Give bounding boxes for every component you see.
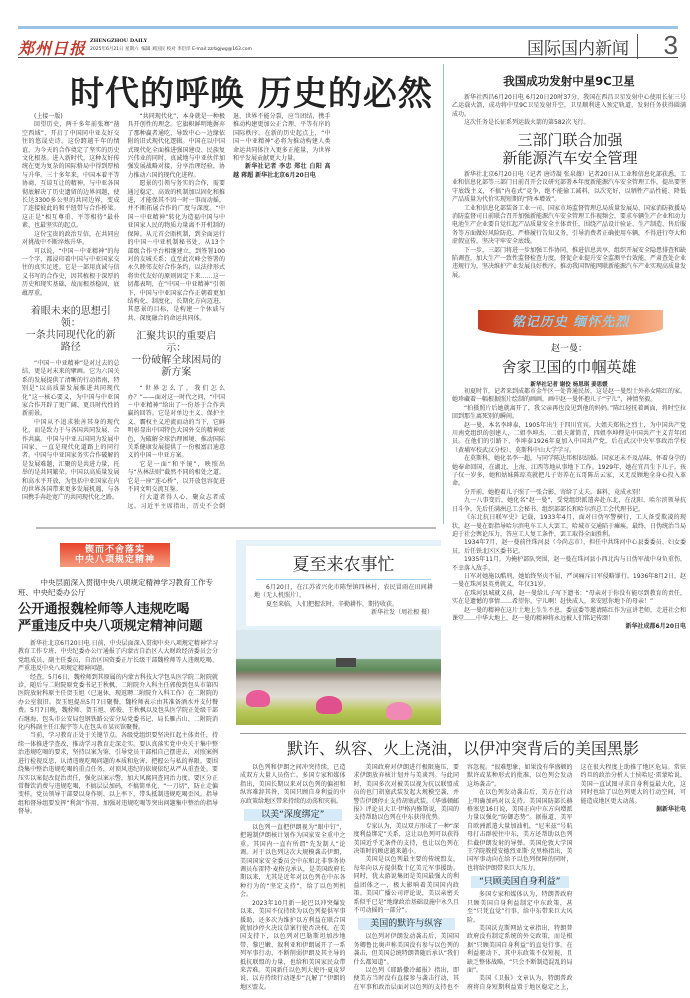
paragraph: 可以说，“中国－中亚精神”的每一个字，都浸印着中国与中亚国家交往的真实足迹。它是一部用真诚与信义书写的合作史，因其植根于深厚的历史和现实基础，故而根基稳固、底蕴厚重。 <box>22 247 120 297</box>
photo-headline: 夏至来农事忙 <box>292 555 395 575</box>
discipline-article-body <box>18 640 218 817</box>
top-rule <box>18 26 678 29</box>
paragraph: 当前，学习教育正处于关键节点。各级党组织要坚决扛起主体责任，持续一体推进学查改，推动学习教育走深走实。要认真落实党中央关于集中整治违规吃喝的要求，坚持以案为鉴，引导党员干部相自己摆进去，对照案例进行检视反思，认清违规吃喝问题的本质和危害，把握公与私的界限。要围绕集中整治违规吃喝的重点任务，对顶风违纪的依规依纪从严从重查处。要压实以案促改促治责任，强化以案示警，加大风腐同查同治力度。要区分正常餐饮消费与违规吃喝，不搞层层加码，不搞简单化、“一刀切”，防止走偏变样。党员领导干部要以身作则、以上率下，带头抵制违规吃喝歪风。指导组和督导组要发挥“利剑”作用，加强对违规吃喝等突出问题集中整治的指导督导。 <box>18 732 218 816</box>
satellite-article <box>452 73 686 128</box>
paragraph: 愿景的引领与务实的合作，需要通过稳定、高效的机制加以固化和推进，才能保其不因一时一事而动摇，并不断拓展合作的广度与深度。“中国－中亚精神”转化为造福中国与中亚国家人民的物质力量离不开机制的保障。从元首会晤机制，到全面运行的中国－中亚机制秘书处，从13个部级合作平台相继建立，到签署100对的友城关系；直至此次峰会签署的永久睦邻友好合作条约，以法律形式将世代友好的原则固定下来……这一切都表明，在“中国－中亚精神”引领下，中国与中亚国家合作正朝着更加结构化、制度化、长期化方向迈进，其愿景的目标，是构建一个休戚与共、深度融合的命运共同体。 <box>127 180 225 322</box>
history-headline: 舍家卫国的巾帼英雄 <box>501 358 637 376</box>
page-number: 3 <box>663 30 678 60</box>
paragraph: 以色列对伊朗发动袭击后，美国国务卿鲁比奥声称美国没有参与以色列的袭击，但美国总统特朗普随后承认“我们什么都知道”。 <box>353 933 459 966</box>
headline-line: 公开通报魏栓师等人违规吃喝 <box>18 602 190 617</box>
subhead-line: 汇聚共识的重要启示： <box>136 331 217 355</box>
headline-line: 三部门联合加强 <box>517 131 623 149</box>
us-subhead-3: “只顾美国自身利益” <box>471 876 569 888</box>
satellite-headline: 我国成功发射中星9C卫星 <box>503 74 635 88</box>
paragraph: 以色列和伊朗之间冲突持续，已造成双方大量人员伤亡。多国专家和媒体指出，美国长期以来对以色列的偏袒和纵容难辞其咎，美国只顾自身利益的中东政策给地区带来持续的动荡和灾祸。 <box>240 764 346 805</box>
lead-subhead-1 <box>22 306 120 354</box>
paragraph: 日军对她施以酷刑，她始终坚贞不屈，严词痛斥日军侵略罪行。1936年8月2日，赵一曼在珠河县英勇就义，年仅31岁。 <box>452 572 686 589</box>
paragraph: 美国是以色列最主要的传统盟友，每年向以方提供数十亿美元军事援助。同时，犹太游说集团是美国最强大的利益团体之一，极大影响着美国国内政策。美国广播公司评论说，美以亲密关系似乎已是“地缘政治基础设施中永久且不可动摇的一部分”。 <box>353 856 459 914</box>
paragraph: 2023年10月新一轮巴以冲突爆发以来，美国不仅持续为以色列提供军事援助，还多次为维护以方利益在联合国就加沙停火决议草案行使否决权。在美国支持下，以色列对巴勒斯坦加沙地带、黎巴嫩、叙利亚和伊朗展开了一系列军事行动，不断削弱伊朗及其主导的抵抗联盟的力量，也给和美国家民众带来苦难。美国新任以色列大使丹·夏皮罗说，以方持续行动逐步“瓦解了”伊朗的地区盟友。 <box>240 899 346 991</box>
newspaper-logo: 郑州日报 <box>18 39 87 58</box>
us-subhead-1: 以美“深度绑定” <box>244 809 342 821</box>
discipline-headline <box>18 601 223 635</box>
issue-meta <box>90 46 252 52</box>
lotus-flower-icon <box>316 696 342 714</box>
us-headline: 默许、纵容、火上浇油，以伊冲突背后的美国黑影 <box>286 739 639 758</box>
headline-line: 严重违反中央八项规定精神问题 <box>18 619 203 634</box>
nev-article-body <box>452 171 686 280</box>
paragraph: 它是一面“和平镜”，映照出与“丛林法则”截然不同的相处之道。它是一座“连心桥”，以开放包容促进不同文明交流互鉴。 <box>127 460 225 494</box>
paragraph: 赵一曼的精神在这片土地上生生不息。委宣委等邀请陈红作为宣讲老师，走进社会和课堂……中华大地上，赵一曼的精神将永远被人们铭记传颂！ <box>452 606 687 622</box>
paragraph: 新华社北京6月20日电 日前，中央层面深入贯彻中央八项规定精神学习教育工作专班、中央纪委办公厅通报了内蒙古自治区人大财政经济委员会分党组成员、副主任委员，自治区国资委正厅长级干部魏栓师等人违规吃喝、严重违反中央八项规定精神问题。 <box>18 640 218 673</box>
paragraph: 这份宝贵的政治互信，在共同应对挑战中不断淬炼升华。 <box>22 230 120 247</box>
subhead-line: 一条共同现代化的新路径 <box>25 329 116 353</box>
paragraph: 1934年7月，赵一曼前往珠河县（今尚志市），担任中共珠河中心县委委员、妇女委员，后任铁北区区委书记。 <box>452 539 686 555</box>
paragraph: 多国专家和媒体认为，特朗普政府只顾美国自身利益制定中东政策，甚至“只凭直觉”行事，给中东带来巨大风险。 <box>467 891 573 924</box>
discipline-tag <box>60 543 170 567</box>
caption-text: 夏至来临，人们把握农时，辛勤耕作，期待收获。 <box>266 600 399 608</box>
lotus-flower-icon <box>246 690 270 707</box>
us-article-body <box>240 764 686 994</box>
paragraph: 新华社西昌6月20日电 6月20日20时37分，我国在西昌卫星发射中心使用长征三号乙运载火箭，成功将中星9C卫星发射升空，卫星顺利进入预定轨道，发射任务获得圆满成功。 <box>452 94 686 118</box>
tag-line: 锲而不舍落实 <box>84 545 145 555</box>
masthead <box>18 30 678 60</box>
paragraph: 以色列一直把伊朗视为“眼中钉”，把遏制伊朗核计划作为国家安全重中之重。其国内一直有所谓“先发制人”论调。对于以色列这次大规模袭击伊朗，美国国家安全委员会中东和北非事务协调员布雷特·麦格克承认，是美国政府长期以来，尤其是近年对以色列在中东各种行为的“坚定支持”，给了以色列机会。 <box>240 824 346 899</box>
continued-note: (上接一版) <box>34 113 63 120</box>
history-article-body <box>452 388 686 632</box>
lotus-flower-icon <box>386 702 412 720</box>
lead-headline: 时代的呼唤 历史的必然 <box>70 74 433 114</box>
paragraph: “中国－中亚精神”是对过去的总结，更是对未来的擘画。它为六国关系的发展提供了清晰的行动指南，特别是“以高质量发展推进共同现代化”这一核心要义，为中国与中亚国家合作开辟了更广阔、更具时代性的新前景。 <box>22 359 120 418</box>
paragraph: 以色列《耶路撒冷邮报》指出，即便美方当时没有直接参与袭击行动，其在军事和政治层面对以色列的支持也不容忽视。“很难想象，如果没有华盛顿的默许或某种形式的批准，以色列会发动这场袭击”。 <box>353 764 573 991</box>
tag-line: 中央八项规定精神 <box>74 555 155 565</box>
us-subhead-2: 美国的默许与纵容 <box>358 918 456 930</box>
history-banner: 铭记历史 缅怀先烈 <box>478 310 663 336</box>
paragraph: 中国从不追求独善其身的现代化，而是致力于与各国共同发展、合作共赢。中国与中亚五国同为发展中国家，一直是现代化道路上的同行者。中国与中亚国家务实合作破解的是发展难题，汇聚的是共进力量，托举的是共同繁荣。中国以高质量发展和高水平开放，为包括中亚国家在内的世界各国带来更多发展机遇，与各国携手奔赴宽广的共同现代化之路。 <box>22 418 120 502</box>
history-dateline: 新华社成都6月20日电 <box>625 623 686 631</box>
editors-line: 编辑 刘国民 校对 李臣洋 E-mail:zzrbgjwg@163.com <box>141 47 252 52</box>
section-rule <box>240 733 686 734</box>
paragraph: 初夏时节，记者来到成都市金牛区一处普通民居，这是赵一曼烈士外孙女陈红的家。她珍藏着一幅根据照片绘制的画画，画中赵一曼怀抱儿子“宁儿”，神情坚毅。 <box>452 388 687 404</box>
tractor-icon <box>336 658 356 667</box>
section-rule <box>36 527 436 529</box>
nev-headline <box>480 131 660 167</box>
paragraph: 下一步，三部门将进一步加强工作协同，推进信息共享，组织开展安全隐患排查和缺陷调查，加大生产一致性监督检查力度，督促企业提升安全监测平台效能，严肃查处企业违规行为，坚决维护产业发展良好秩序，推动我国智能网联新能源汽车产业实现高质量发展。 <box>452 246 687 279</box>
paragraph: “世界怎么了，我们怎么办？”——面对这一时代之问，“中国－中亚精神”给出了一份基于合作共赢的回答。它是对单边主义、保护主义、霸权主义逆流而动的当下，它鲜明彰显出中国特色大国外交的精神底色，为破解全球治理困境、推动国际关系健康发展提供了一份极富启迪意义的中国－中亚方案。 <box>127 385 225 460</box>
lead-subhead-2 <box>128 331 226 379</box>
discipline-subtitle: 中央层面深入贯彻中央八项规定精神学习教育工作专班、中央纪委办公厅 <box>18 578 213 597</box>
paragraph: 行大道者得人心，聚众志者成远。习近平主席指出，历史不会倒退，世界不能分裂，应当团结，携手推动构建更加公正合理、平等有序的国际秩序。在新的历史起点上，“中国－中亚精神”必将为推动构建人类命运共同体注入更多正能量，为世界和平发展贡献更大力量。 <box>127 113 331 510</box>
paragraph: 经查，5月6日，魏栓师到其原属的内蒙古科技大学包头医学院二附院就诊，随后与二附院原党委书记王秋枫、二附院介入科主任郭俊到包头市第四医院放射科原主任贺玉旭（已退休，现返聘二附院介入科工作）在二附院的办公室叙旧。贺玉旭提出5月7日聚餐，魏栓师表示由其准备酒水并支付餐费。5月7日晚，魏栓师、贺玉旭、郭俊、王秋枫以及包头医学院正处级干部石继海、包头市公安局包钢铁路公安分局党委书记、局长雁占山、二附院消化内科副主任江振宇等人在包头市某宾馆聚餐。 <box>18 673 218 732</box>
paragraph: 专家认为，美以双方形成了一种“深度利益绑定”关系，这让以色列可以获得美国近乎无条件的支持，也让以色列在决策时的顾虑越来越小。 <box>353 822 459 856</box>
paragraph: 1935年11月，为掩护部队突围，赵一曼在珠河县小西北沟与日伪军战中身负重伤，不幸落入敌手。 <box>452 556 686 572</box>
english-name: ZHENGZHOU DAILY <box>90 38 148 44</box>
subhead-line: 一份破解全球困局的新方案 <box>131 355 222 379</box>
history-byline: 新华社记者 谢佼 杨思琪 姜思媛 <box>530 382 608 388</box>
history-kicker: 赵一曼： <box>550 344 587 354</box>
paragraph: 在以色列发动袭击后，美方在行动上明确加码对以支持。美国国防部长赫格塞思16日说，美国正向中东方向增派力量以强化“防御态势”。据报道，美军自欧洲派遣大量加油机，“尼米兹”号航母打击群驶往中东，美方还帮助以色列拦截伊朗发射的导弹。美国伦敦大学国王学院教授安德烈亚斯·克里格指出，美国军事动向在给予以色列保障的同时，也将给伊朗带来巨大压力。 <box>467 789 573 872</box>
paragraph: 分开前，她抱着儿子照了一张合影，寄给了丈夫。谁料，竟成永别！ <box>464 488 645 496</box>
paragraph: 在莫斯科，她化名李一超，与同学陈达邦相识结婚。国家还未不及品味，怀着身孕的她奉命回国，在湖北、上海、江西等地从事地下工作。1929年，她在宜昌生下儿子。孩子仅一岁多，她和姑妹陈琮英就把儿子寄养在五哥陈岳云家，又无反顾地全身心投入革命。 <box>452 455 687 488</box>
subhead-line: 着眼未来的思想引领： <box>30 305 111 329</box>
caption-text: 6月20日，在江苏省兴化市陈堡镇四林村，农民冒雨在田间耕地（无人机照片）。 <box>254 584 433 600</box>
lead-byline: 新华社记者 李忠 郑壮 白阳 高越 蒋超 新华社北京6月20日电 <box>233 163 331 179</box>
lead-article-body <box>22 113 436 518</box>
section-name: 国际国内新闻 <box>527 34 638 59</box>
photo-caption-box <box>246 546 441 626</box>
paragraph: 美国《卫报》文章认为，特朗普政府将自身短期利益置于地区稳定之上，这在很大程度上助推了地区危局。常驻约旦的政治分析人士侯哈尼·雷蒙哈说，美国一直试图寻求自身利益最大化，这同时也给了以色列更大的行动空间，可能造成地区更大动荡。 <box>467 764 686 991</box>
farm-photo <box>236 630 441 725</box>
paragraph: 新华社北京6月20日电（记者 唐诗凝 张泉薇）记者20日从工业和信息化部获悉，工业和信息化部等三部门日前召开会议研究部署本年度新能源汽车安全管理工作，提出要坚守底线主义，不搞“内卷式”竞争，绝不能偷工减料，以次充好，以牺牲产品性能、降低产品质量为代价实现短期的“降本增效”。 <box>452 171 687 204</box>
us-dateline: 据新华社电 <box>655 806 686 814</box>
issue-date: 2025年6月21日 星期六 <box>90 47 139 52</box>
paragraph: 在珠河县城就义前，赵一曼给儿子写下遗书：“母亲对于你没有能尽到教育的责任，实在是遗憾的事情……希望你，宁儿啊！赶快成人，来安慰你地下的母亲！” <box>452 589 686 606</box>
paragraph: 赵一曼，本名李坤泰，1905年出生于四川宜宾。大姐夫郑佑之烈士，为中国共产党川南党组织的创建人，二姐李坤杰、二姐夫萧简青，四姐李坤俚是中国共产主义青年团员。在他们的引路下，李坤泰1926年夏加入中国共产党，后在武汉中央军事政治学校（黄埔军校武汉分校）、莫斯科中山大学学习。 <box>452 421 686 454</box>
paragraph: “共同现代化”，本身就是一种极具开创性的理念。它旗帜鲜明地摒弃了那种赢者通吃、导致中心－边缘依附的旧式现代化逻辑。中国在以中国式现代化全面推进强国建设、民族复兴伟业的同时，真诚地与中亚伙伴加强发展战略对接，分享治理经验，协力推动六国的现代化进程。 <box>127 113 225 179</box>
paragraph: 工业和信息化部装备工业一司、国家市场监督管理总局质量发展局、国家消防救援局消防监督司日前联合召开加强新能源汽车安全管理工作视频会，要求车辆生产企业和动力电池生产企业要自觉扛起产品质量安全主体责任，围绕产品设计验证、生产制造、售后服务等方面做好风险防范，严格履行告知义务，引导消费者正确使用车辆，不得进行夸大和虚假宣传，坚决守牢安全底线。 <box>452 204 687 246</box>
photo-credit: 新华社发（周社根 摄） <box>371 609 433 617</box>
history-header <box>452 341 686 388</box>
paragraph: 美国政府对伊朗进行极限施压，要求伊朗放弃核计划并与美谈判。与此同时，美国多次对被美以视为抗以联盟成员的也门胡塞武装发起大规模空袭，并警告伊朗停止支持胡塞武装。《华盛顿邮报》评论员大卫·伊格内修斯说，美国的支持帮助以色列在中东获得优势。 <box>353 764 459 822</box>
column-divider <box>443 64 444 524</box>
headline-line: 新能源汽车安全管理 <box>502 149 638 167</box>
paragraph: 《东北抗日联军史》记载，1933年4月，面对日伪军警横行，工人备受欺凌的现状，赵一曼在街指导哈尔滨电车工人大罢工，哈城市交通陷于瘫痪。最终，日伪统治当局迫于社会舆论压力，答应工人复工条件，罢工取得全面胜利。 <box>452 514 687 538</box>
paragraph: 回望历史，两千多年前张骞“凿空西域”，开启了中国同中亚友好交往的悠晟史诗。这份跨越千年的情谊，为今天的合作奠定了坚实的历史文化根基。进入新时代，这种友好传统在更为复杂的国际格局中得到厚植与升华。三十多年来，中国本着平等协商、互谅互让的精神，与中亚各国彻底解决了历史遗留的边界问题，使长达3300多公里的共同边界，变成了连接彼此的和平纽带与合作桥梁。这正是“相互尊重、平等相待”最朴素、也最坚实的起点。 <box>22 121 120 230</box>
paragraph: 这次任务是长征系列运载火箭的第582次飞行。 <box>464 119 590 127</box>
paragraph: 美国沃克斯网站文章指出，特朗普政府没有制定系统的外交政策，而是根据“只顾美国自身利益”的直觉行事。在利益驱动下，其中东政策不仅短视，且缺乏整体战略，“只会不断制造混乱的局面”。 <box>467 924 573 974</box>
paragraph: 九一八事变后，她化名“赵一曼”，受党组织派遣奔赴东北，在沈阳、哈尔滨领导抗日斗争，先后任满洲总工会秘书、组织部部长和哈尔滨总工会代理书记。 <box>452 497 686 513</box>
paragraph: “拍摄照片后她就离开了，我父亲再也没见到他的妈妈。”陈红轻抚着画面，将时空拉回到那生离死别的瞬间。 <box>452 404 686 421</box>
photo-feature <box>236 540 441 725</box>
